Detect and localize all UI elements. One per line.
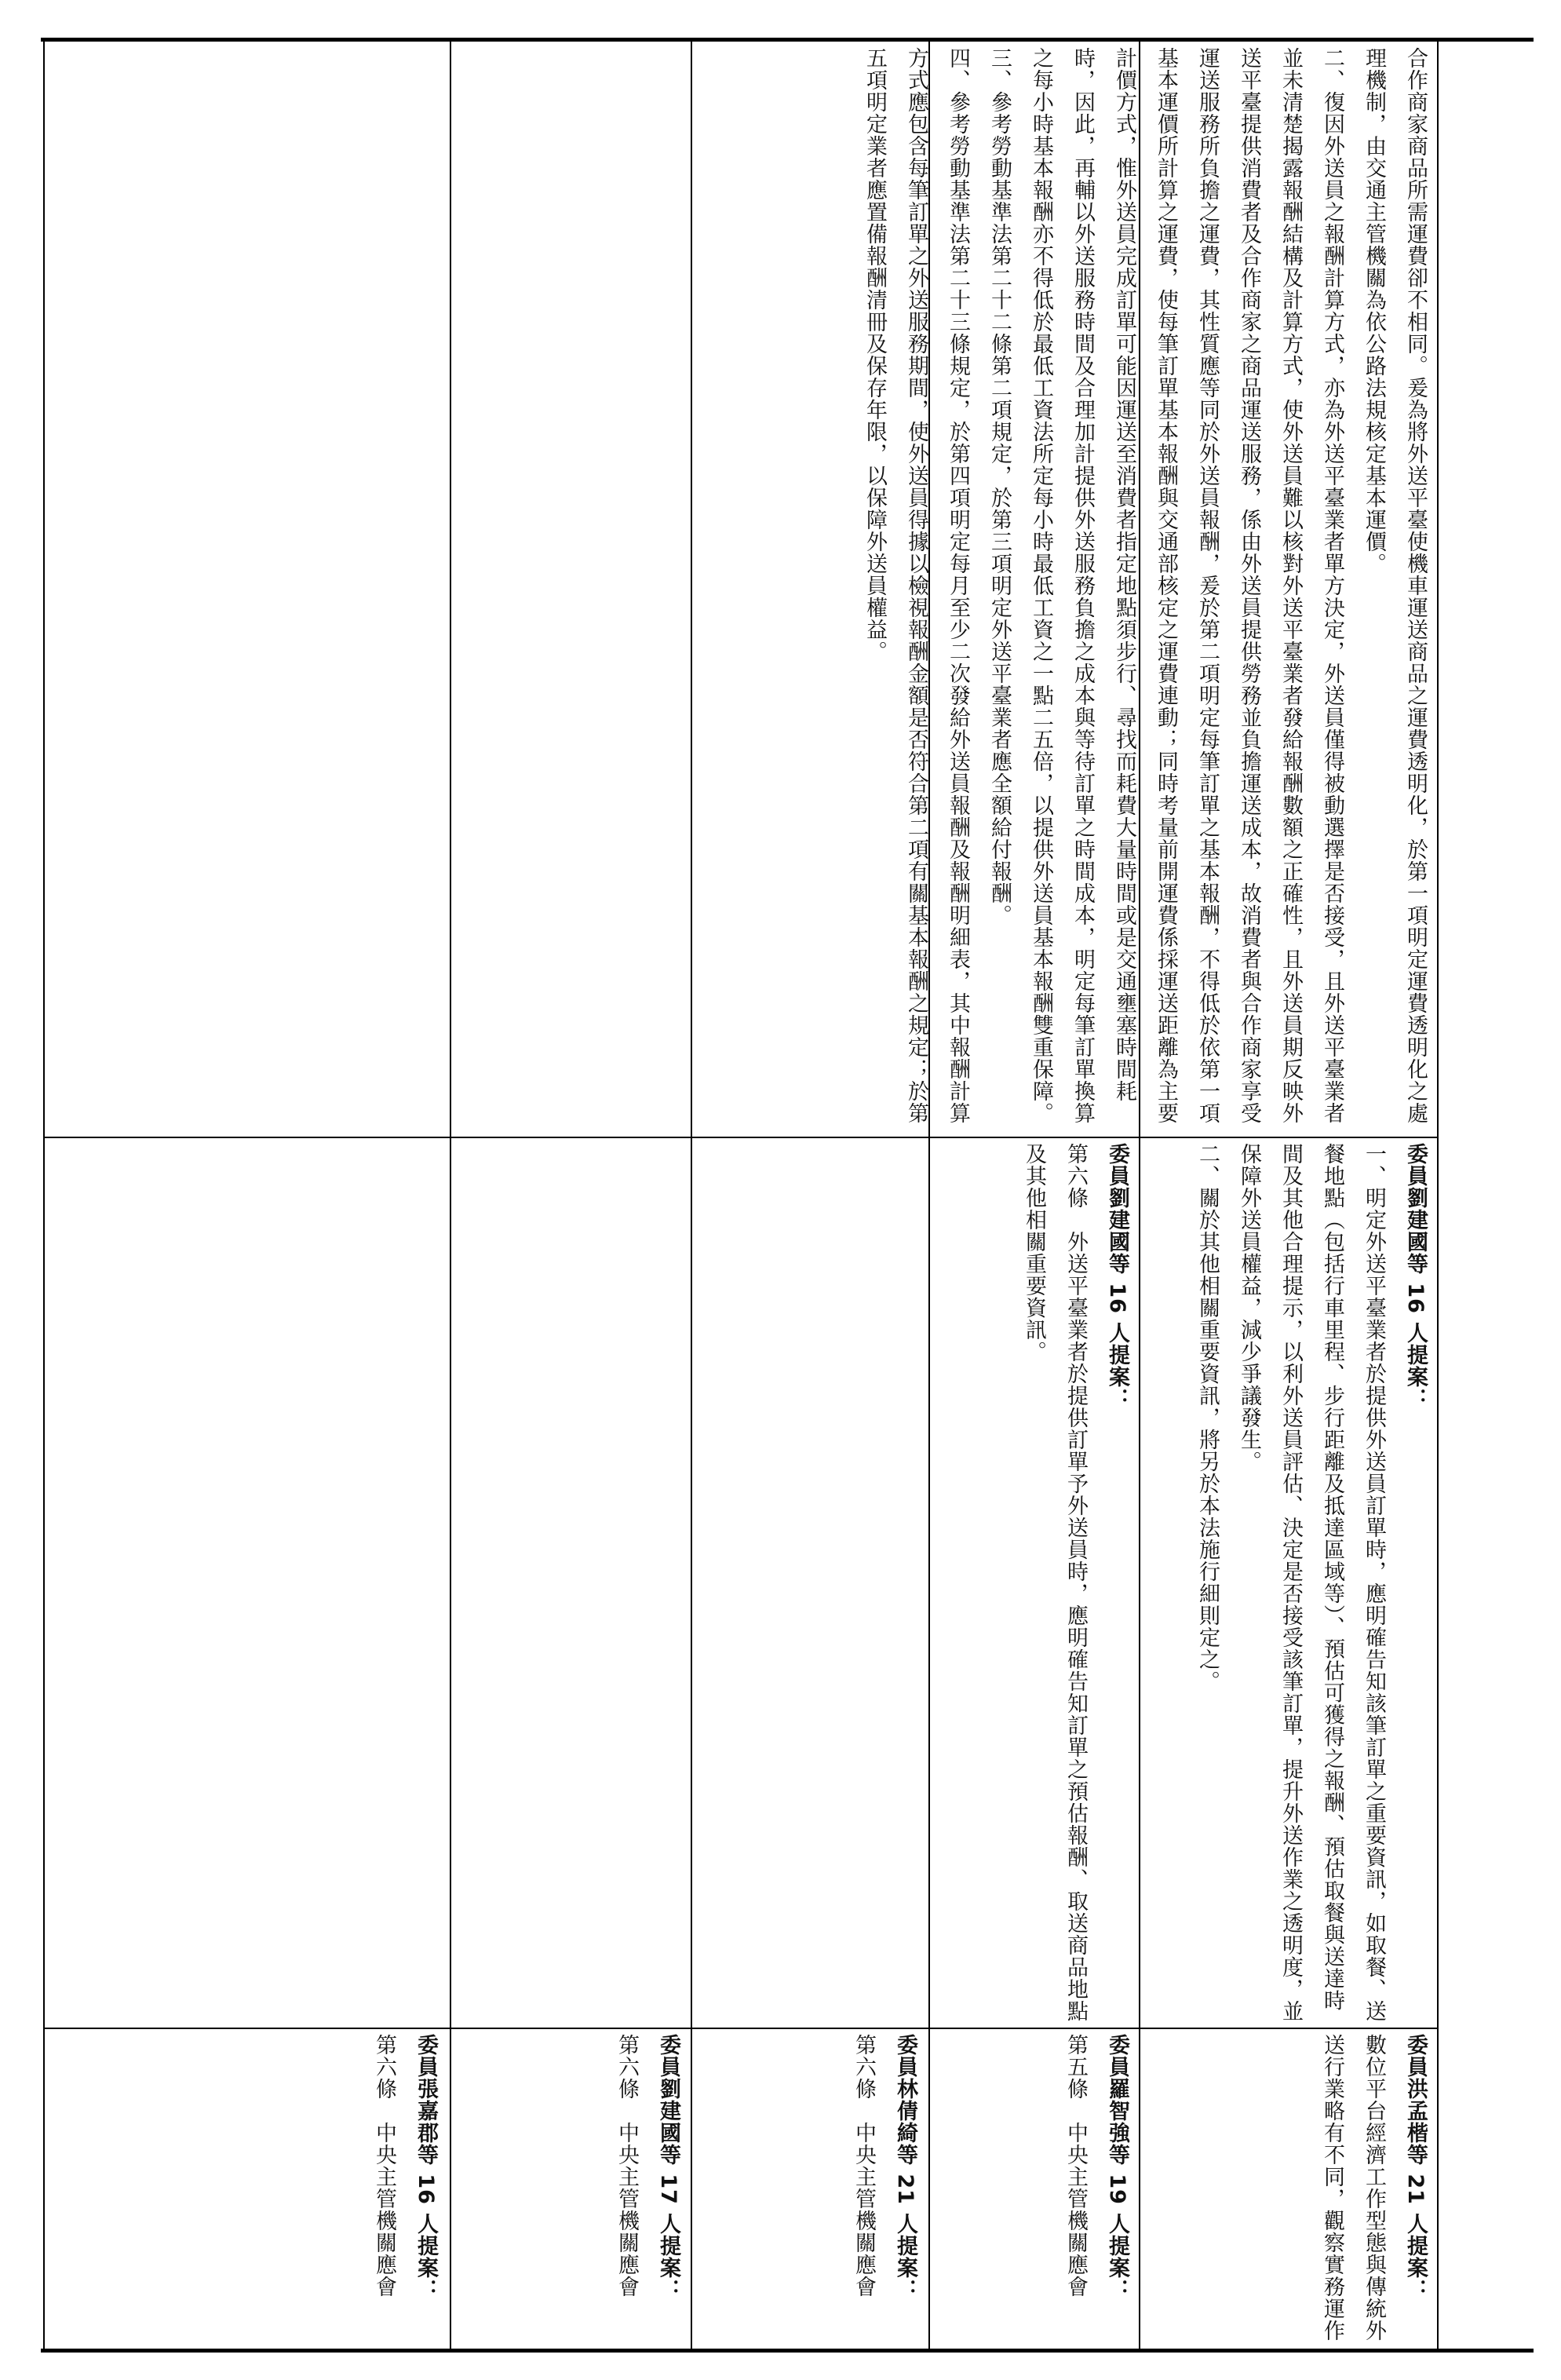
article-paragraph: 第六條 外送平臺業者於提供訂單予外送員時，應明確告知訂單之預估報酬、取送商品地點及其他相關重要資訊。 bbox=[1022, 1143, 1088, 2022]
article-paragraph: 第六條 中央主管機關應會 bbox=[615, 2034, 639, 2298]
proposal-heading: 委員劉建國等 16 人提案： bbox=[1105, 1143, 1129, 1411]
column-divider bbox=[450, 38, 451, 2353]
explanation-paragraph: 合作商家商品所需運費卻不相同。爰為將外送平臺使機車運送商品之運費透明化，於第一項明定運費透明化之處理機制，由交通主管機關為依公路法規核定基本運價。 bbox=[1362, 47, 1428, 1124]
proposal-bottom-cell bbox=[934, 2034, 1138, 2344]
proposal-heading: 委員洪孟楷等 21 人提案： bbox=[1403, 2034, 1428, 2302]
proposal-heading: 委員林倩綺等 21 人提案： bbox=[893, 2034, 917, 2302]
explanation-paragraph: 二、復因外送員之報酬計算方式，亦為外送平臺業者單方決定，外送員僅得被動選擇是否接受，且外送平臺業者並未清楚揭露報酬結構及計算方式，使外送員難以核對外送平臺業者發給報酬數額之正確性，且外送員期反映外送平臺提供消費者及合作商家之商品運送服務，係由外送員提供勞務並負擔運送成本，故消費者與合作商家享受運送服務所負擔之運費，其性質應等同於外送員報酬，爰於第二項明定每筆訂單之基本報酬，不得低於依第一項基本運價所計算之運費，使每筆訂單基本報酬與交通部核定之運費連動；同時考量前開運費係採運送距離為主要計價方式，惟外送員完成訂單可能因運送至消費者指定地點須步行、尋找而耗費大量時間或是交通壅塞時間耗時，因此，再輔以外送服務時間及合理加計提供外送服務負擔之成本與等待訂單之時間成本，明定每筆訂單換算之每小時基本報酬亦不得低於最低工資法所定每小時最低工資之一點二五倍，以提供外送員基本報酬雙重保障。 bbox=[1029, 47, 1344, 1124]
article-paragraph: 第六條 中央主管機關應會 bbox=[372, 2034, 396, 2298]
explanation-paragraph: 數位平台經濟工作型態與傳統外送行業略有不同，觀察實務運作 bbox=[1320, 2034, 1386, 2342]
explanation-paragraph: 三、參考勞動基準法第二十二條第二項規定，於第三項明定外送平臺業者應全額給付報酬。 bbox=[987, 47, 1012, 926]
table-bottom-border bbox=[41, 2349, 1534, 2353]
row-divider bbox=[43, 2028, 1439, 2029]
proposal-bottom-cell bbox=[1146, 2034, 1436, 2344]
proposal-heading: 委員劉建國等 16 人提案： bbox=[1403, 1143, 1428, 1411]
article-paragraph: 第六條 中央主管機關應會 bbox=[852, 2034, 876, 2298]
column-divider bbox=[1437, 38, 1439, 2353]
proposal-bottom-cell bbox=[50, 2034, 447, 2344]
explanation-cell bbox=[863, 47, 1436, 1130]
explanation-paragraph: 一、明定外送平臺業者於提供外送員訂單時，應明確告知該筆訂單之重要資訊，如取餐、送餐地點（包括行車里程、步行距離及抵達區域等）、預估可獲得之報酬、預估取餐與送達時間及其他合理提示，以利外送員評估、決定是否接受該筆訂單，提升外送作業之透明度，並保障外送員權益，減少爭議發生。 bbox=[1237, 1143, 1386, 2022]
proposal-explanation-cell bbox=[1146, 1143, 1436, 2022]
column-divider bbox=[691, 38, 692, 2353]
column-divider bbox=[43, 38, 45, 2353]
row-divider bbox=[43, 1137, 1439, 1138]
proposal-bottom-cell bbox=[698, 2034, 926, 2344]
table-top-border bbox=[41, 38, 1534, 42]
article-cell bbox=[934, 1143, 1138, 2022]
article-paragraph: 第五條 中央主管機關應會 bbox=[1063, 2034, 1088, 2298]
proposal-bottom-cell bbox=[457, 2034, 689, 2344]
explanation-paragraph: 四、參考勞動基準法第二十三條規定，於第四項明定每月至少二次發給外送員報酬及報酬明細表，其中報酬計算方式應包含每筆訂單之外送服務期間，使外送員得據以檢視報酬金額是否符合第二項有關基本報酬之規定；於第五項明定業者應置備報酬清冊及保存年限，以保障外送員權益。 bbox=[863, 47, 970, 1124]
proposal-heading: 委員劉建國等 17 人提案： bbox=[656, 2034, 680, 2302]
proposal-heading: 委員張嘉郡等 16 人提案： bbox=[414, 2034, 438, 2302]
explanation-paragraph: 二、關於其他相關重要資訊，將另於本法施行細則定之。 bbox=[1195, 1143, 1220, 1692]
proposal-heading: 委員羅智強等 19 人提案： bbox=[1105, 2034, 1129, 2302]
